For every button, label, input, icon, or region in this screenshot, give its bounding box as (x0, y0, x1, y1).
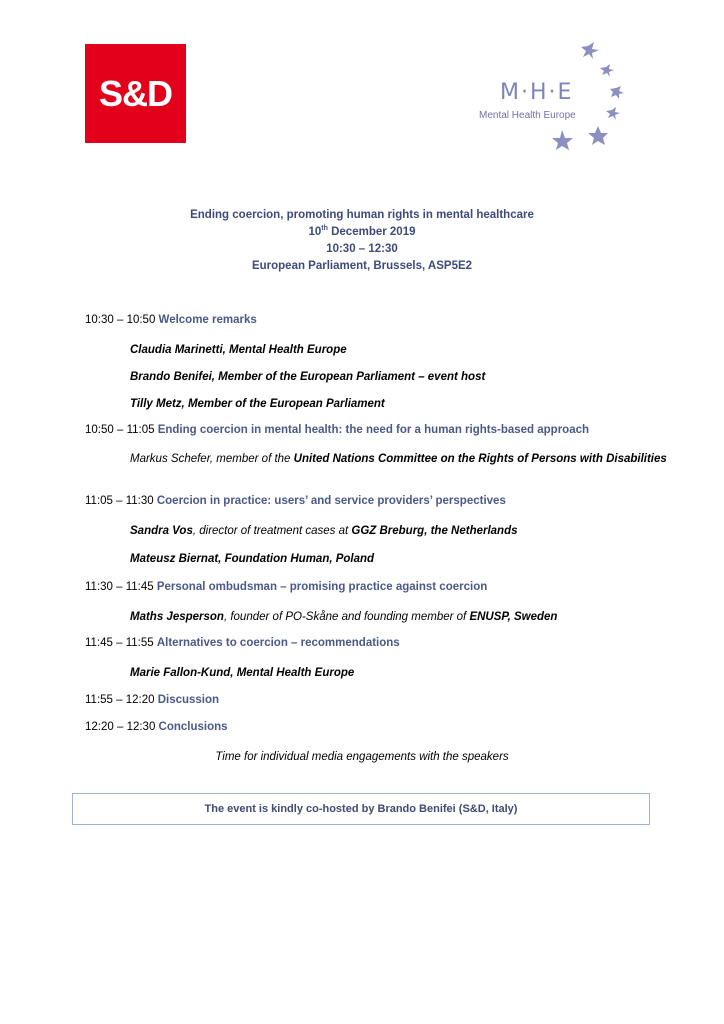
agenda-topic: Alternatives to coercion – recommendations (156, 637, 400, 649)
agenda-topic: Conclusions (158, 721, 228, 733)
speaker: Claudia Marinetti, Mental Health Europe (130, 344, 347, 356)
mhe-logo-subtitle: Mental Health Europe (479, 110, 576, 121)
agenda-time: 10:30 – 10:50 (85, 314, 156, 326)
agenda-topic: Personal ombudsman – promising practice against coercion (156, 581, 488, 593)
mhe-logo-title: M·H·E (500, 80, 574, 105)
agenda-item (85, 694, 219, 706)
cohost-text: The event is kindly co-hosted by Brando Benifei (S&D, Italy) (204, 803, 518, 815)
event-date: 10th December 2019 (308, 225, 416, 238)
agenda-topic: Ending coercion in mental health: the need for a human rights-based approach (157, 424, 590, 436)
speaker: Marie Fallon-Kund, Mental Health Europe (130, 667, 355, 679)
agenda-item (85, 424, 589, 436)
agenda-item (85, 581, 487, 593)
agenda-time: 11:30 – 11:45 (85, 581, 154, 593)
agenda-topic: Discussion (157, 694, 220, 706)
agenda-item (85, 495, 506, 507)
event-title: Ending coercion, promoting human rights in mental healthcare (190, 209, 534, 221)
speaker: Sandra Vos, director of treatment cases at GGZ Breburg, the Netherlands (130, 525, 518, 537)
sd-logo-text: S&D (98, 72, 172, 114)
agenda-time: 11:45 – 11:55 (85, 637, 154, 649)
agenda-item (85, 314, 257, 326)
event-time: 10:30 – 12:30 (326, 243, 398, 255)
cohost-box (72, 793, 650, 825)
agenda-item (85, 721, 228, 733)
agenda-time: 10:50 – 11:05 (85, 424, 155, 436)
speaker: Brando Benifei, Member of the European Parliament – event host (130, 371, 486, 383)
speaker: Markus Schefer, member of the United Nations Committee on the Rights of Persons with Disabilities (130, 453, 667, 465)
closing-note: Time for individual media engagements with the speakers (215, 751, 509, 763)
speaker: Mateusz Biernat, Foundation Human, Poland (130, 553, 375, 565)
agenda-time: 11:55 – 12:20 (85, 694, 155, 706)
speaker: Maths Jesperson, founder of PO-Skåne and founding member of ENUSP, Sweden (130, 611, 558, 623)
event-header (0, 207, 724, 275)
speaker: Tilly Metz, Member of the European Parliament (130, 398, 385, 410)
event-location: European Parliament, Brussels, ASP5E2 (251, 260, 473, 272)
agenda-item (85, 637, 400, 649)
agenda-time: 12:20 – 12:30 (85, 721, 156, 733)
agenda-topic: Welcome remarks (158, 314, 257, 326)
mhe-logo (470, 40, 640, 150)
agenda-topic: Coercion in practice: users’ and service providers’ perspectives (156, 495, 506, 507)
sd-logo (85, 44, 186, 143)
agenda-time: 11:05 – 11:30 (85, 495, 154, 507)
